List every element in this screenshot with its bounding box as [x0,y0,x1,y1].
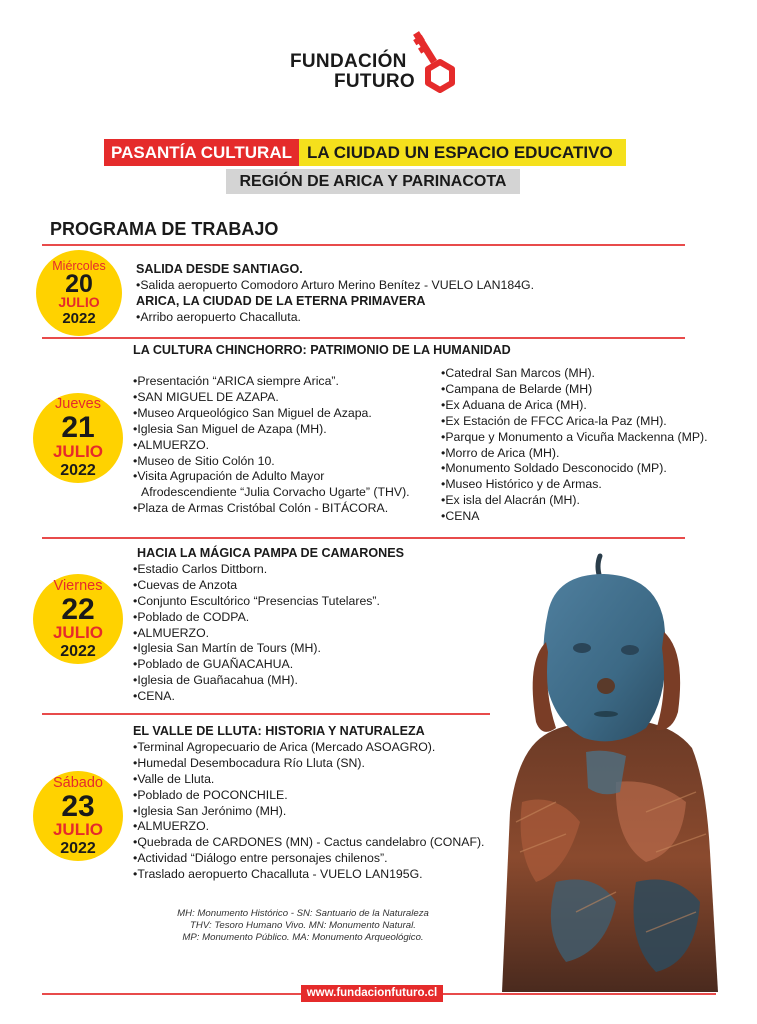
list-item: • Humedal Desembocadura Río Lluta (SN). [133,756,484,772]
list-item: • Museo Histórico y de Armas. [441,477,708,493]
banner-ciudad: LA CIUDAD UN ESPACIO EDUCATIVO [299,139,626,166]
list-item: • Ex isla del Alacrán (MH). [441,493,708,509]
badge-month: JULIO [52,820,104,839]
badge-month: JULIO [58,294,100,310]
date-badge-21 [33,393,123,483]
list-item: • Ex Estación de FFCC Arica-la Paz (MH). [441,414,708,430]
list-item: • Iglesia San Martín de Tours (MH). [133,641,404,657]
program-title: PROGRAMA DE TRABAJO [50,219,279,239]
badge-year: 2022 [60,840,96,857]
day1-item: • Arribo aeropuerto Chacalluta. [136,310,534,326]
list-item: • ALMUERZO. [133,819,484,835]
day1-block [136,262,534,326]
badge-day: 21 [61,411,95,444]
list-item: • Conjunto Escultórico “Presencias Tutelares”. [133,594,404,610]
list-item: • Museo Arqueológico San Miguel de Azapa. [133,406,410,422]
banner-region: REGIÓN DE ARICA Y PARINACOTA [226,169,520,194]
list-item: • Traslado aeropuerto Chacalluta - VUELO LAN195G. [133,867,484,883]
list-item: • CENA. [133,689,404,705]
list-item: • Iglesia de Guañacahua (MH). [133,673,404,689]
day4-heading: EL VALLE DE LLUTA: HISTORIA Y NATURALEZA [133,724,425,738]
logo-line-2: FUTURO [334,71,415,92]
legend-line: MH: Monumento Histórico - SN: Santuario de la Naturaleza [177,908,429,919]
divider-day1 [42,337,685,339]
day1-heading-1: SALIDA DESDE SANTIAGO. [136,262,303,276]
list-item: • Presentación “ARICA siempre Arica”. [133,374,410,390]
badge-day: 23 [61,790,95,823]
day3-list [133,546,404,705]
badge-day: 22 [61,593,95,626]
list-item: • Museo de Sitio Colón 10. [133,454,410,470]
list-item: • ALMUERZO. [133,626,404,642]
list-item: • Campana de Belarde (MH) [441,382,708,398]
day2-left-list [133,374,410,517]
list-item: • Poblado de GUAÑACAHUA. [133,657,404,673]
title-banner [104,139,626,166]
fundacion-futuro-logo [290,28,470,98]
list-item: • Actividad “Diálogo entre personajes chilenos”. [133,851,484,867]
day2-heading: LA CULTURA CHINCHORRO: PATRIMONIO DE LA HUMANIDAD [133,343,511,357]
list-item: • Ex Aduana de Arica (MH). [441,398,708,414]
list-item: • Morro de Arica (MH). [441,446,708,462]
list-item: • Parque y Monumento a Vicuña Mackenna (MP). [441,430,708,446]
legend-line: THV: Tesoro Humano Vivo. MN: Monumento Natural. [190,920,416,931]
badge-day: 20 [65,270,93,298]
chinchorro-mummy-image [496,552,724,992]
badge-weekday: Jueves [55,396,101,412]
badge-month: JULIO [52,623,104,642]
list-item: • Terminal Agropecuario de Arica (Mercado ASOAGRO). [133,740,484,756]
date-badge-20 [36,250,122,336]
list-item: Afrodescendiente “Julia Corvacho Ugarte” (THV). [141,485,410,500]
list-item: • Iglesia San Jerónimo (MH). [133,804,484,820]
badge-year: 2022 [60,643,96,660]
list-item: • Plaza de Armas Cristóbal Colón - BITÁCORA. [133,501,410,517]
badge-weekday: Sábado [53,775,103,791]
logo-line-1: FUNDACIÓN [290,51,407,72]
badge-weekday: Viernes [53,578,103,594]
divider-top [42,244,685,246]
list-item: • Catedral San Marcos (MH). [441,366,708,382]
list-item: • CENA [441,509,708,525]
legend-line: MP: Monumento Público. MA: Monumento Arqueológico. [182,932,424,943]
list-item: • Visita Agrupación de Adulto Mayor [133,469,410,485]
date-badge-22 [33,574,123,664]
abbreviations-legend [120,908,486,944]
day1-item: • Salida aeropuerto Comodoro Arturo Merino Benítez - VUELO LAN184G. [136,278,534,294]
list-item: • Poblado de CODPA. [133,610,404,626]
day1-heading-2: ARICA, LA CIUDAD DE LA ETERNA PRIMAVERA [136,293,426,308]
website-link[interactable]: www.fundacionfuturo.cl [301,985,443,1002]
list-item: • Quebrada de CARDONES (MN) - Cactus candelabro (CONAF). [133,835,484,851]
logo-wordmark [290,52,415,92]
day2-heading-block [133,343,511,359]
day3-heading: HACIA LA MÁGICA PAMPA DE CAMARONES [137,546,405,560]
key-icon [412,28,460,94]
list-item: • Cuevas de Anzota [133,578,404,594]
list-item: • Valle de Lluta. [133,772,484,788]
list-item: • SAN MIGUEL DE AZAPA. [133,390,410,406]
badge-year: 2022 [60,462,96,479]
list-item: • Monumento Soldado Desconocido (MP). [441,461,708,477]
badge-weekday: Miércoles [52,259,106,273]
list-item: • ALMUERZO. [133,438,410,454]
date-badge-23 [33,771,123,861]
list-item: • Iglesia San Miguel de Azapa (MH). [133,422,410,438]
banner-pasantia: PASANTÍA CULTURAL [104,139,299,166]
list-item: • Poblado de POCONCHILE. [133,788,484,804]
divider-day2 [42,537,685,539]
day4-list [133,724,484,883]
list-item: • Estadio Carlos Dittborn. [133,562,404,578]
badge-month: JULIO [52,442,104,461]
day2-right-list [441,366,708,525]
divider-day3 [42,713,490,715]
badge-year: 2022 [62,310,96,327]
